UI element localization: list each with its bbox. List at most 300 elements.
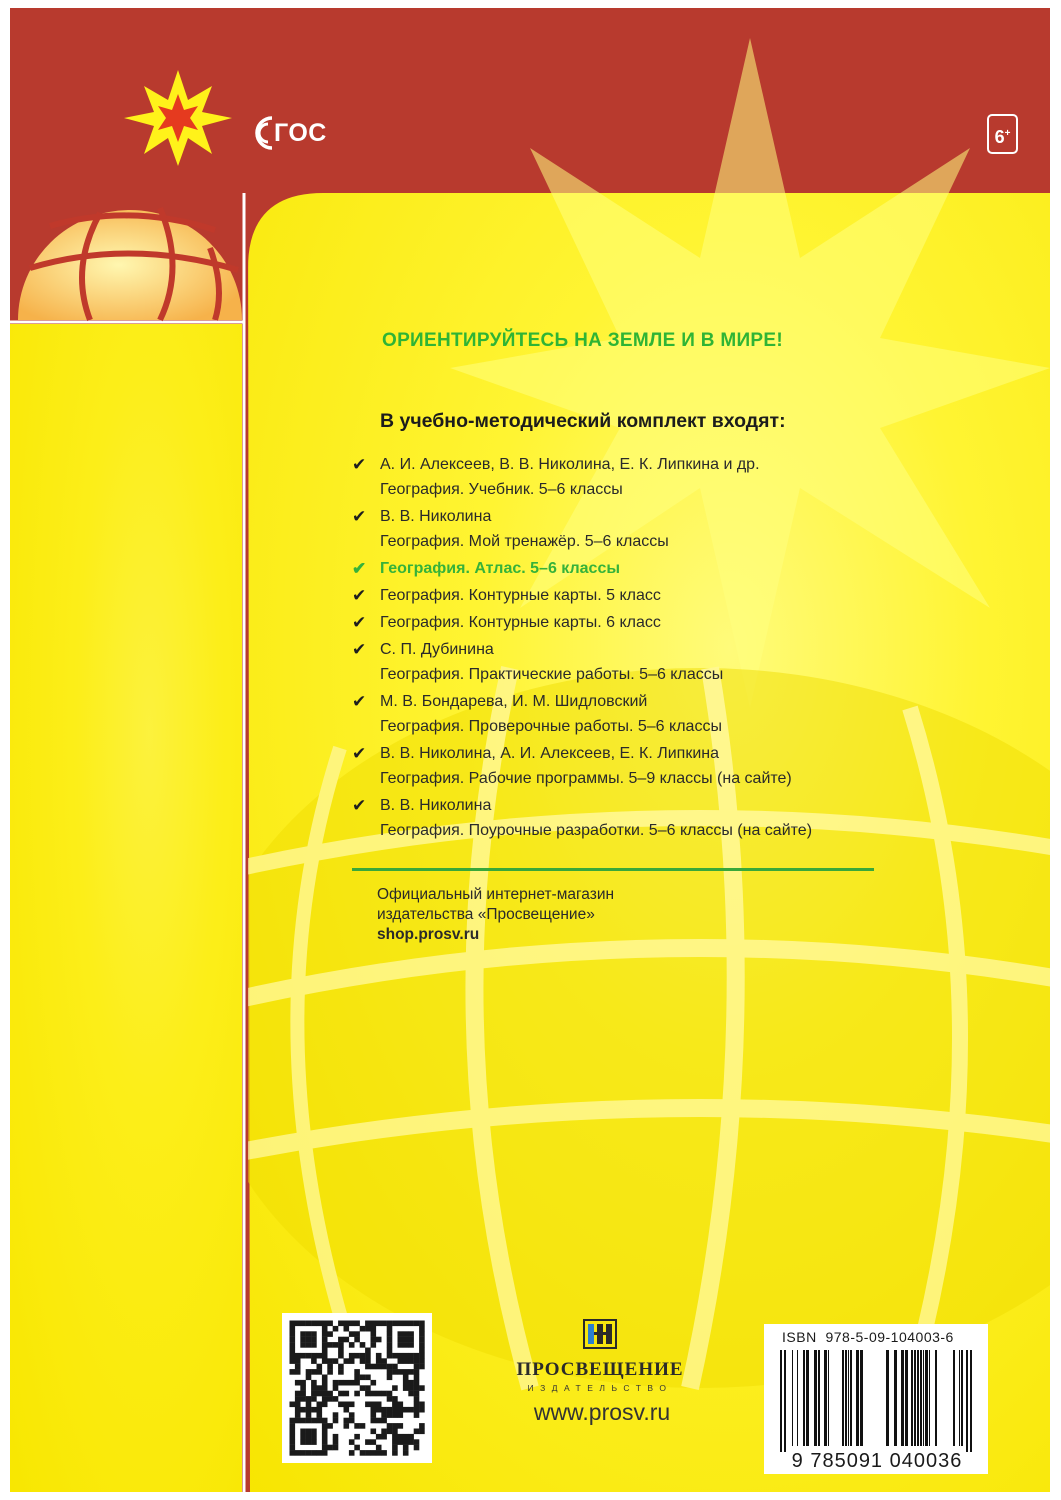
qr-module (408, 1391, 414, 1397)
publisher-logo (500, 1318, 700, 1393)
divider (352, 868, 874, 871)
qr-module (376, 1450, 382, 1456)
shop-info (377, 885, 614, 945)
qr-module (392, 1412, 398, 1418)
qr-module (381, 1429, 387, 1435)
qr-module (317, 1418, 323, 1424)
qr-module (317, 1364, 323, 1370)
qr-module (317, 1450, 323, 1456)
qr-module (300, 1407, 306, 1413)
qr-module (300, 1331, 306, 1337)
qr-module (322, 1396, 328, 1402)
qr-module (376, 1321, 382, 1327)
qr-module (349, 1412, 355, 1418)
barcode-bar (828, 1350, 829, 1446)
barcode-bar (970, 1350, 972, 1452)
qr-module (327, 1342, 333, 1348)
qr-module (371, 1407, 377, 1413)
qr-module (408, 1342, 414, 1348)
qr-module (311, 1391, 317, 1397)
qr-module (371, 1439, 377, 1445)
qr-code (282, 1313, 432, 1463)
qr-module (290, 1434, 296, 1440)
qr-module (408, 1337, 414, 1343)
qr-module (387, 1423, 393, 1429)
qr-module (354, 1369, 360, 1375)
qr-module (408, 1380, 414, 1386)
qr-module (338, 1348, 344, 1354)
qr-module (376, 1434, 382, 1440)
barcode-bar (814, 1350, 817, 1446)
qr-module (414, 1429, 420, 1435)
qr-module (354, 1375, 360, 1381)
qr-module (398, 1434, 404, 1440)
qr-module (311, 1434, 317, 1440)
qr-module (306, 1434, 312, 1440)
qr-module (295, 1364, 301, 1370)
qr-module (344, 1321, 350, 1327)
qr-module (322, 1402, 328, 1408)
qr-module (317, 1385, 323, 1391)
qr-module (349, 1358, 355, 1364)
qr-module (300, 1418, 306, 1424)
qr-module (300, 1450, 306, 1456)
qr-module (317, 1391, 323, 1397)
qr-module (387, 1353, 393, 1359)
qr-module (376, 1407, 382, 1413)
qr-module (349, 1402, 355, 1408)
qr-module (381, 1364, 387, 1370)
kit-item (350, 689, 910, 739)
qr-module (398, 1337, 404, 1343)
qr-module (403, 1331, 409, 1337)
qr-module (403, 1375, 409, 1381)
qr-module (398, 1439, 404, 1445)
kit-item-line2: География. Рабочие программы. 5–9 классы (на сайте) (380, 770, 792, 787)
kit-item-line2: География. Мой тренажёр. 5–6 классы (380, 533, 669, 550)
qr-module (311, 1358, 317, 1364)
qr-module (295, 1321, 301, 1327)
qr-module (333, 1445, 339, 1451)
qr-module (414, 1402, 420, 1408)
qr-module (349, 1321, 355, 1327)
qr-module (398, 1342, 404, 1348)
qr-module (414, 1369, 420, 1375)
barcode-bar (935, 1350, 937, 1446)
barcode-bar (966, 1350, 968, 1452)
qr-module (306, 1353, 312, 1359)
qr-module (387, 1364, 393, 1370)
qr-module (300, 1321, 306, 1327)
kit-item (350, 793, 910, 843)
qr-module (327, 1364, 333, 1370)
qr-module (333, 1396, 339, 1402)
shop-url-link[interactable]: shop.prosv.ru (377, 926, 480, 943)
qr-module (338, 1321, 344, 1327)
qr-module (311, 1353, 317, 1359)
qr-module (295, 1380, 301, 1386)
qr-module (371, 1342, 377, 1348)
qr-module (381, 1412, 387, 1418)
barcode-bar (824, 1350, 827, 1446)
qr-module (419, 1385, 425, 1391)
qr-module (344, 1407, 350, 1413)
qr-module (398, 1369, 404, 1375)
qr-module (381, 1434, 387, 1440)
qr-module (419, 1321, 425, 1327)
qr-module (290, 1429, 296, 1435)
kit-item (350, 504, 910, 554)
qr-module (419, 1358, 425, 1364)
kit-item (350, 610, 910, 635)
qr-module (403, 1380, 409, 1386)
barcode-bar (806, 1350, 809, 1446)
qr-module (414, 1407, 420, 1413)
qr-module (387, 1396, 393, 1402)
barcode-bar (856, 1350, 859, 1446)
qr-module (419, 1429, 425, 1435)
qr-module (398, 1423, 404, 1429)
barcode-bar (959, 1350, 960, 1446)
qr-module (398, 1402, 404, 1408)
qr-module (290, 1423, 296, 1429)
qr-module (290, 1369, 296, 1375)
qr-module (403, 1445, 409, 1451)
qr-module (365, 1391, 371, 1397)
qr-module (290, 1450, 296, 1456)
qr-module (290, 1353, 296, 1359)
kit-item-line2: География. Проверочные работы. 5–6 классы (380, 718, 722, 735)
qr-module (344, 1418, 350, 1424)
qr-module (398, 1321, 404, 1327)
qr-module (300, 1353, 306, 1359)
barcode-bar (792, 1350, 793, 1446)
qr-module (333, 1326, 339, 1332)
qr-module (381, 1321, 387, 1327)
qr-module (322, 1391, 328, 1397)
qr-module (371, 1380, 377, 1386)
qr-module (290, 1331, 296, 1337)
qr-module (322, 1450, 328, 1456)
kit-item-line1: М. В. Бондарева, И. М. Шидловский (380, 693, 648, 710)
qr-module (300, 1380, 306, 1386)
qr-module (403, 1407, 409, 1413)
qr-module (349, 1450, 355, 1456)
qr-module (311, 1342, 317, 1348)
qr-module (403, 1358, 409, 1364)
qr-module (365, 1375, 371, 1381)
qr-module (387, 1337, 393, 1343)
qr-module (381, 1391, 387, 1397)
qr-module (408, 1434, 414, 1440)
qr-module (306, 1396, 312, 1402)
qr-module (290, 1337, 296, 1343)
qr-module (295, 1353, 301, 1359)
age-rating-value: 6 (994, 127, 1005, 147)
barcode-bar (923, 1350, 924, 1446)
barcode-bar (784, 1350, 786, 1452)
qr-module (290, 1321, 296, 1327)
qr-module (327, 1391, 333, 1397)
qr-module (360, 1450, 366, 1456)
qr-module (392, 1402, 398, 1408)
barcode-bar (797, 1350, 798, 1446)
qr-module (403, 1434, 409, 1440)
barcode-bar (901, 1350, 904, 1446)
barcode-bar (886, 1350, 889, 1446)
qr-module (392, 1369, 398, 1375)
qr-module (322, 1337, 328, 1343)
kit-item-line1: А. И. Алексеев, В. В. Николина, Е. К. Липкина и др. (380, 456, 760, 473)
qr-module (322, 1385, 328, 1391)
qr-module (392, 1429, 398, 1435)
barcode-bar (911, 1350, 913, 1446)
publisher-site-link[interactable]: www.prosv.ru (533, 1399, 671, 1425)
qr-module (408, 1358, 414, 1364)
qr-module (300, 1439, 306, 1445)
qr-module (387, 1369, 393, 1375)
qr-module (300, 1396, 306, 1402)
qr-module (295, 1407, 301, 1413)
qr-module (306, 1412, 312, 1418)
qr-module (338, 1337, 344, 1343)
qr-module (300, 1337, 306, 1343)
qr-module (414, 1358, 420, 1364)
age-rating-suffix: + (1004, 128, 1011, 139)
qr-module (290, 1402, 296, 1408)
qr-module (392, 1423, 398, 1429)
qr-module (311, 1337, 317, 1343)
qr-module (419, 1326, 425, 1332)
qr-module (387, 1348, 393, 1354)
qr-module (300, 1429, 306, 1435)
publisher-subtitle: ИЗДАТЕЛЬСТВО (527, 1383, 673, 1393)
qr-module (311, 1331, 317, 1337)
qr-module (403, 1342, 409, 1348)
qr-module (403, 1385, 409, 1391)
barcode-bar (845, 1350, 847, 1446)
qr-module (317, 1369, 323, 1375)
barcode-bar (961, 1350, 963, 1446)
qr-module (349, 1342, 355, 1348)
barcode-digits: 9 785091 040036 (791, 1450, 963, 1472)
kit-item (350, 741, 910, 791)
qr-module (381, 1407, 387, 1413)
qr-module (419, 1337, 425, 1343)
kit-item-line2: География. Практические работы. 5–6 классы (380, 666, 724, 683)
qr-module (338, 1402, 344, 1408)
kit-item-highlighted (350, 556, 910, 581)
qr-module (414, 1375, 420, 1381)
barcode-bar (917, 1350, 919, 1446)
qr-module (311, 1429, 317, 1435)
qr-module (311, 1380, 317, 1386)
isbn-number: 978-5-09-104003-6 (825, 1329, 954, 1345)
checkmark-icon: ✔ (352, 507, 367, 526)
qr-module (306, 1429, 312, 1435)
checkmark-icon: ✔ (352, 559, 367, 578)
barcode (778, 1350, 974, 1452)
qr-module (322, 1348, 328, 1354)
qr-module (354, 1353, 360, 1359)
qr-module (376, 1445, 382, 1451)
qr-module (344, 1391, 350, 1397)
qr-module (317, 1321, 323, 1327)
qr-module (392, 1407, 398, 1413)
qr-module (322, 1423, 328, 1429)
kit-item (350, 637, 910, 687)
book-back-cover (10, 8, 1050, 1492)
kit-item-line1: В. В. Николина, А. И. Алексеев, Е. К. Липкина (380, 745, 720, 762)
kit-item-line1: В. В. Николина (380, 508, 492, 525)
qr-module (414, 1439, 420, 1445)
barcode-bar (905, 1350, 908, 1446)
qr-module (306, 1331, 312, 1337)
qr-module (354, 1337, 360, 1343)
slogan: ОРИЕНТИРУЙТЕСЬ НА ЗЕМЛЕ И В МИРЕ! (382, 330, 783, 351)
qr-module (349, 1439, 355, 1445)
qr-module (317, 1353, 323, 1359)
qr-module (333, 1385, 339, 1391)
qr-module (414, 1412, 420, 1418)
qr-module (354, 1380, 360, 1386)
qr-module (408, 1331, 414, 1337)
barcode-bar (914, 1350, 916, 1446)
qr-module (360, 1423, 366, 1429)
qr-module (403, 1337, 409, 1343)
barcode-bar (780, 1350, 782, 1452)
qr-module (387, 1407, 393, 1413)
qr-module (333, 1358, 339, 1364)
qr-module (403, 1369, 409, 1375)
qr-module (360, 1385, 366, 1391)
qr-module (398, 1331, 404, 1337)
qr-module (322, 1375, 328, 1381)
qr-module (414, 1380, 420, 1386)
qr-module (387, 1429, 393, 1435)
qr-module (414, 1353, 420, 1359)
kit-title: В учебно-методический комплект входят: (380, 410, 786, 432)
qr-module (327, 1445, 333, 1451)
qr-module (414, 1396, 420, 1402)
qr-module (419, 1331, 425, 1337)
qr-module (392, 1450, 398, 1456)
kit-list (350, 452, 910, 845)
barcode-bar (953, 1350, 955, 1446)
qr-module (306, 1418, 312, 1424)
checkmark-icon: ✔ (352, 586, 367, 605)
qr-module (290, 1418, 296, 1424)
qr-module (344, 1402, 350, 1408)
qr-module (333, 1418, 339, 1424)
kit-item-line2: География. Поурочные разработки. 5–6 классы (на сайте) (380, 822, 813, 839)
qr-module (300, 1385, 306, 1391)
qr-module (371, 1391, 377, 1397)
qr-module (392, 1321, 398, 1327)
isbn-label: ISBN (782, 1329, 817, 1345)
qr-module (398, 1412, 404, 1418)
checkmark-icon: ✔ (352, 796, 367, 815)
qr-module (349, 1418, 355, 1424)
qr-module (327, 1423, 333, 1429)
qr-module (322, 1321, 328, 1327)
qr-module (376, 1402, 382, 1408)
barcode-bar (894, 1350, 897, 1446)
kit-item-line1: В. В. Николина (380, 797, 492, 814)
qr-module (387, 1391, 393, 1397)
qr-module (371, 1429, 377, 1435)
qr-module (371, 1402, 377, 1408)
qr-module (322, 1418, 328, 1424)
qr-module (354, 1445, 360, 1451)
qr-module (327, 1358, 333, 1364)
qr-module (403, 1321, 409, 1327)
publisher-emblem-icon (580, 1318, 620, 1350)
qr-module (322, 1342, 328, 1348)
qr-module (290, 1439, 296, 1445)
barcode-bar (860, 1350, 863, 1446)
qr-module (333, 1380, 339, 1386)
publisher-name: ПРОСВЕЩЕНИЕ (516, 1359, 684, 1380)
qr-module (295, 1391, 301, 1397)
qr-module (381, 1450, 387, 1456)
age-rating-badge (987, 114, 1018, 154)
qr-module (306, 1450, 312, 1456)
qr-module (300, 1342, 306, 1348)
qr-module (376, 1391, 382, 1397)
qr-module (306, 1337, 312, 1343)
qr-module (381, 1358, 387, 1364)
shop-line2: издательства «Просвещение» (377, 906, 595, 923)
shop-line1: Официальный интернет-магазин (377, 886, 615, 903)
kit-item-line1: С. П. Дубинина (380, 641, 494, 658)
kit-item-line1: География. Контурные карты. 6 класс (380, 614, 661, 631)
qr-module (365, 1450, 371, 1456)
qr-module (381, 1418, 387, 1424)
qr-module (354, 1321, 360, 1327)
qr-module (333, 1412, 339, 1418)
qr-module (414, 1321, 420, 1327)
qr-module (365, 1326, 371, 1332)
qr-module (290, 1326, 296, 1332)
qr-module (322, 1434, 328, 1440)
qr-module (365, 1439, 371, 1445)
qr-module (322, 1353, 328, 1359)
checkmark-icon: ✔ (352, 613, 367, 632)
qr-module (295, 1396, 301, 1402)
qr-module (414, 1364, 420, 1370)
qr-module (408, 1353, 414, 1359)
qr-module (365, 1364, 371, 1370)
qr-module (295, 1402, 301, 1408)
qr-module (333, 1342, 339, 1348)
qr-module (311, 1321, 317, 1327)
qr-module (419, 1402, 425, 1408)
qr-module (371, 1418, 377, 1424)
qr-module (387, 1321, 393, 1327)
qr-module (360, 1342, 366, 1348)
qr-module (300, 1391, 306, 1397)
qr-module (419, 1364, 425, 1370)
qr-module (311, 1369, 317, 1375)
qr-module (371, 1450, 377, 1456)
qr-module (295, 1369, 301, 1375)
qr-module (327, 1396, 333, 1402)
qr-module (387, 1331, 393, 1337)
qr-module (376, 1364, 382, 1370)
qr-module (376, 1418, 382, 1424)
qr-module (349, 1331, 355, 1337)
